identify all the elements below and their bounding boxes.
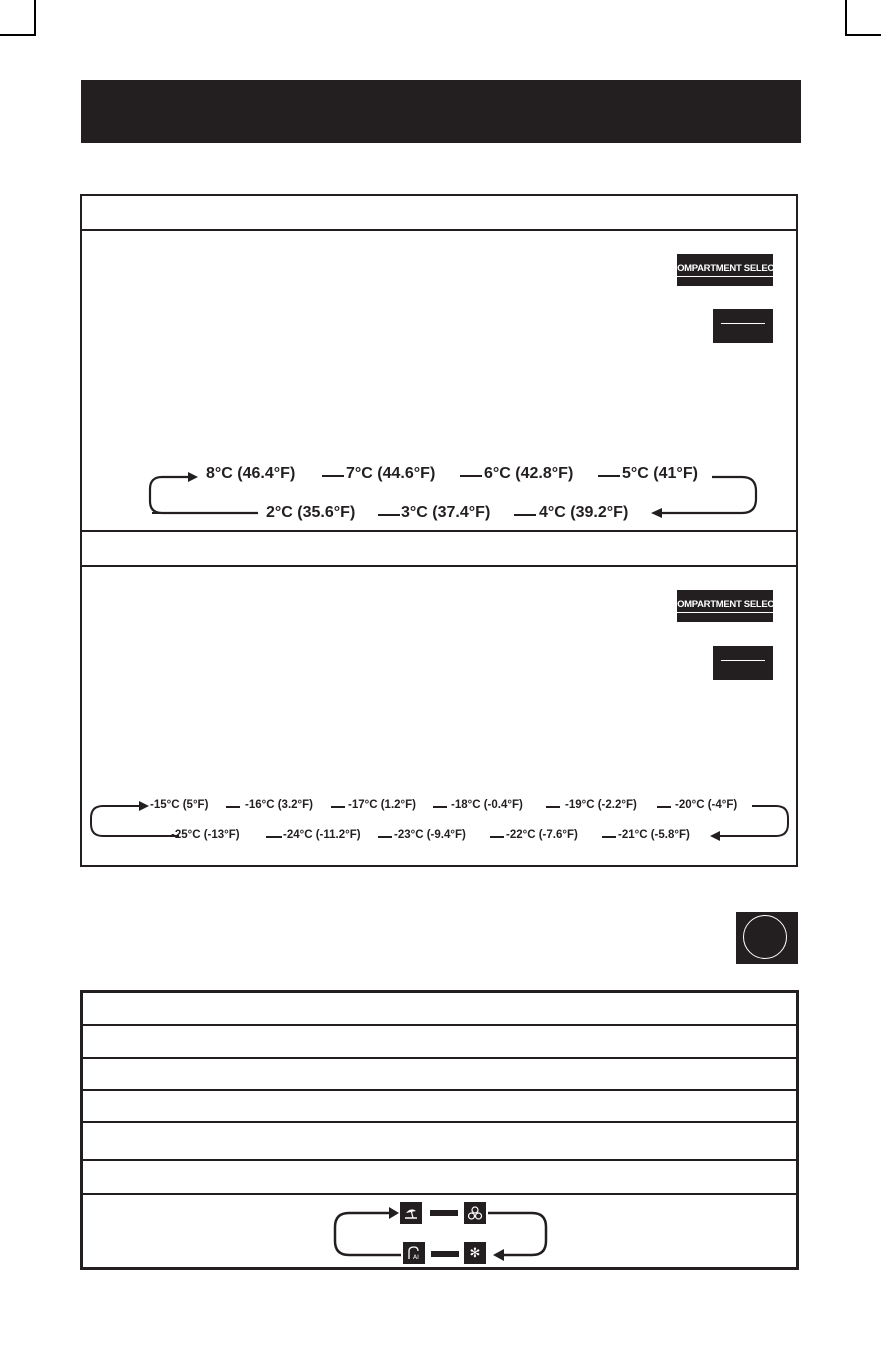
mode-button-circle <box>743 915 787 959</box>
table-row-divider <box>83 1121 796 1123</box>
connector <box>546 806 560 808</box>
connector <box>322 475 344 477</box>
fridge-temp-7: 7°C (44.6°F) <box>346 465 436 482</box>
fan-icon <box>464 1202 486 1224</box>
fridge-temp-3: 3°C (37.4°F) <box>401 504 491 521</box>
table-row-divider <box>83 1193 796 1195</box>
button-underline <box>721 323 765 324</box>
mode-connector <box>431 1251 459 1257</box>
connector <box>460 475 482 477</box>
fridge-header-row <box>82 196 796 231</box>
table-row-divider <box>83 1089 796 1091</box>
fridge-loop-bottom-line <box>152 512 252 514</box>
connector <box>226 806 240 808</box>
beach-mode-icon <box>400 1202 422 1224</box>
fridge-temp-4: 4°C (39.2°F) <box>539 504 629 521</box>
svg-text:AI: AI <box>413 1254 419 1261</box>
mode-cycle-loop-left <box>331 1207 401 1267</box>
connector <box>378 514 400 516</box>
compartment-select-label: COMPARTMENT SELECT <box>671 263 780 277</box>
section-title-bar <box>81 80 801 143</box>
freezer-cycle-loop-left <box>89 800 159 846</box>
table-row-divider <box>83 1159 796 1161</box>
freezer-temp-minus-18: -18°C (-0.4°F) <box>451 799 523 811</box>
fridge-temp-2: 2°C (35.6°F) <box>266 504 356 521</box>
compartment-select-label: COMPARTMENT SELECT <box>671 599 780 613</box>
freezer-temp-minus-20: -20°C (-4°F) <box>675 799 738 811</box>
freezer-temp-minus-15: -15°C (5°F) <box>150 799 209 811</box>
connector <box>331 806 345 808</box>
freezer-temp-minus-17: -17°C (1.2°F) <box>348 799 416 811</box>
mode-table <box>80 990 799 1270</box>
crop-mark-top-left <box>0 0 36 36</box>
freezer-header-bottom <box>82 565 796 567</box>
freezer-temp-minus-19: -19°C (-2.2°F) <box>565 799 637 811</box>
snowflake-icon: ✻ <box>464 1242 486 1264</box>
fridge-temp-5: 5°C (41°F) <box>622 465 698 482</box>
fridge-temperature-button[interactable] <box>713 309 773 343</box>
connector <box>490 836 504 838</box>
mode-cycle-loop-right <box>488 1207 558 1267</box>
crop-mark-top-right <box>845 0 881 36</box>
freezer-header-top <box>82 530 796 532</box>
ai-mode-icon <box>403 1242 425 1264</box>
fridge-temp-6: 6°C (42.8°F) <box>484 465 574 482</box>
freezer-temp-minus-24: -24°C (-11.2°F) <box>283 829 361 841</box>
connector <box>598 475 620 477</box>
mode-connector <box>430 1210 458 1216</box>
freezer-compartment-select-button[interactable] <box>670 590 780 622</box>
connector <box>657 806 671 808</box>
freezer-temperature-button[interactable] <box>713 646 773 680</box>
temperature-setting-box <box>80 194 798 867</box>
freezer-temp-minus-21: -21°C (-5.8°F) <box>618 829 690 841</box>
button-underline <box>721 660 765 661</box>
table-row-divider <box>83 1024 796 1026</box>
connector <box>433 806 447 808</box>
table-row-divider <box>83 1057 796 1059</box>
fridge-compartment-select-button[interactable] <box>670 254 780 286</box>
connector <box>602 836 616 838</box>
freezer-temp-minus-22: -22°C (-7.6°F) <box>506 829 578 841</box>
freezer-temp-minus-23: -23°C (-9.4°F) <box>394 829 466 841</box>
connector <box>266 836 282 838</box>
fridge-temp-8: 8°C (46.4°F) <box>206 465 296 482</box>
freezer-temp-minus-25: -25°C (-13°F) <box>171 829 240 841</box>
freezer-temp-minus-16: -16°C (3.2°F) <box>245 799 313 811</box>
connector <box>514 514 536 516</box>
mode-button[interactable] <box>736 912 798 964</box>
connector <box>378 836 392 838</box>
